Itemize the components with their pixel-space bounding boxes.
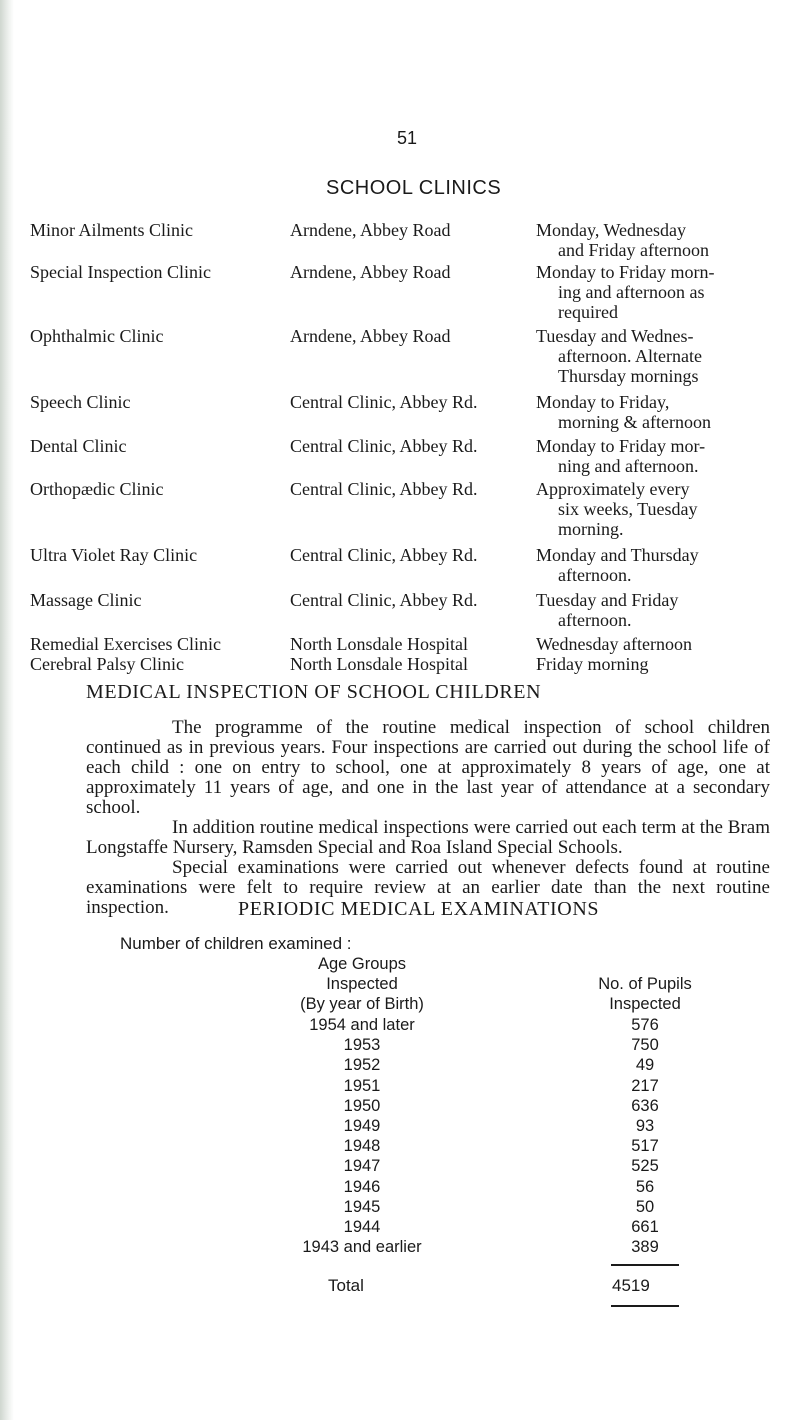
year-cell: 1951 [343, 1076, 381, 1095]
clinic-name: Speech Clinic [30, 392, 131, 412]
clinic-name: Orthopædic Clinic [30, 479, 164, 499]
clinic-location: Central Clinic, Abbey Rd. [290, 392, 478, 412]
clinic-times: Monday to Friday morn- ing and afternoon as required [536, 262, 715, 322]
clinic-times: Monday and Thursday afternoon. [536, 545, 699, 585]
inspection-text [86, 718, 770, 918]
clinic-location: Central Clinic, Abbey Rd. [290, 436, 478, 456]
year-cell: 1945 [343, 1197, 381, 1216]
clinic-times: Wednesday afternoon [536, 634, 692, 654]
year-cell: 1949 [343, 1117, 381, 1136]
clinic-location: Central Clinic, Abbey Rd. [290, 479, 478, 499]
clinic-name: Cerebral Palsy Clinic [30, 654, 184, 674]
clinic-name: Dental Clinic [30, 436, 127, 456]
count-cell: 389 [631, 1238, 659, 1257]
clinic-times: Monday to Friday, morning & afternoon [536, 392, 711, 432]
examined-intro: Number of children examined : [120, 934, 352, 953]
count-cell: 661 [631, 1218, 659, 1237]
count-cell: 56 [635, 1177, 655, 1196]
total-value: 4519 [612, 1276, 650, 1295]
clinic-location: Arndene, Abbey Road [290, 262, 451, 282]
year-cell: 1952 [343, 1056, 381, 1075]
count-cell: 217 [631, 1076, 659, 1095]
total-label: Total [328, 1276, 364, 1295]
clinic-name: Massage Clinic [30, 590, 142, 610]
page-number: 51 [397, 128, 418, 148]
clinic-location: Central Clinic, Abbey Rd. [290, 590, 478, 610]
count-cell: 517 [631, 1137, 659, 1156]
inspection-paragraph-3: Special examinations were carried out whenever defects found at routine examinations were felt to require review at an earlier date than the next routine inspection. [86, 857, 770, 918]
year-cell: 1943 and earlier [302, 1238, 422, 1257]
inspection-paragraph-1: The programme of the routine medical inspection of school children continued as in previous years. Four inspections are carried out during the school life of each child : one on entry to school, one at approximately 8 years of age, one at approximately 11 years of age, and one in the last year of attendance at a secondary school. [86, 717, 770, 818]
clinic-times: Monday, Wednesday and Friday afternoon [536, 220, 709, 260]
clinic-name: Ophthalmic Clinic [30, 326, 164, 346]
clinic-times: Monday to Friday mor- ning and afternoon. [536, 436, 706, 476]
count-cell: 750 [631, 1036, 659, 1055]
clinic-name: Ultra Violet Ray Clinic [30, 545, 198, 565]
school-clinics-title: SCHOOL CLINICS [326, 177, 502, 199]
count-cell: 576 [631, 1016, 659, 1034]
clinic-times: Approximately every six weeks, Tuesday morning. [536, 479, 698, 539]
clinic-location: North Lonsdale Hospital [290, 634, 468, 654]
page-binding-edge [0, 0, 14, 1420]
year-cell: 1946 [343, 1177, 381, 1196]
count-cell: 50 [635, 1197, 655, 1216]
clinic-times: Friday morning [536, 654, 649, 674]
clinic-times: Tuesday and Friday afternoon. [536, 590, 679, 630]
pupils-header: No. of Pupils Inspected [598, 975, 692, 1014]
year-cell: 1944 [343, 1218, 381, 1237]
year-column [262, 1015, 462, 1257]
year-cell: 1954 and later [309, 1016, 415, 1034]
total-rule-bottom [611, 1305, 679, 1307]
medical-inspection-title: MEDICAL INSPECTION OF SCHOOL CHILDREN [86, 681, 542, 703]
age-groups-header: Age Groups Inspected (By year of Birth) [300, 955, 424, 1014]
year-cell: 1953 [343, 1036, 381, 1055]
clinic-location: Arndene, Abbey Road [290, 326, 451, 346]
clinic-location: Arndene, Abbey Road [290, 220, 451, 240]
clinic-name: Minor Ailments Clinic [30, 220, 194, 240]
clinic-location: Central Clinic, Abbey Rd. [290, 545, 478, 565]
periodic-examinations-title: PERIODIC MEDICAL EXAMINATIONS [238, 898, 600, 920]
clinic-name: Special Inspection Clinic [30, 262, 211, 282]
count-column [600, 1015, 690, 1257]
year-cell: 1950 [343, 1096, 381, 1115]
count-cell: 636 [631, 1096, 659, 1115]
year-cell: 1948 [343, 1137, 381, 1156]
clinic-name: Remedial Exercises Clinic [30, 634, 221, 654]
year-cell: 1947 [343, 1157, 381, 1176]
clinic-location: North Lonsdale Hospital [290, 654, 468, 674]
count-cell: 525 [631, 1157, 659, 1176]
count-cell: 93 [635, 1117, 655, 1136]
inspection-paragraph-2: In addition routine medical inspections were carried out each term at the Bram Longstaffe Nursery, Ramsden Special and Roa Island Special Schools. [86, 817, 770, 858]
total-rule-top [611, 1264, 679, 1266]
clinic-times: Tuesday and Wednes- afternoon. Alternate Thursday mornings [536, 326, 702, 386]
count-cell: 49 [635, 1056, 655, 1075]
